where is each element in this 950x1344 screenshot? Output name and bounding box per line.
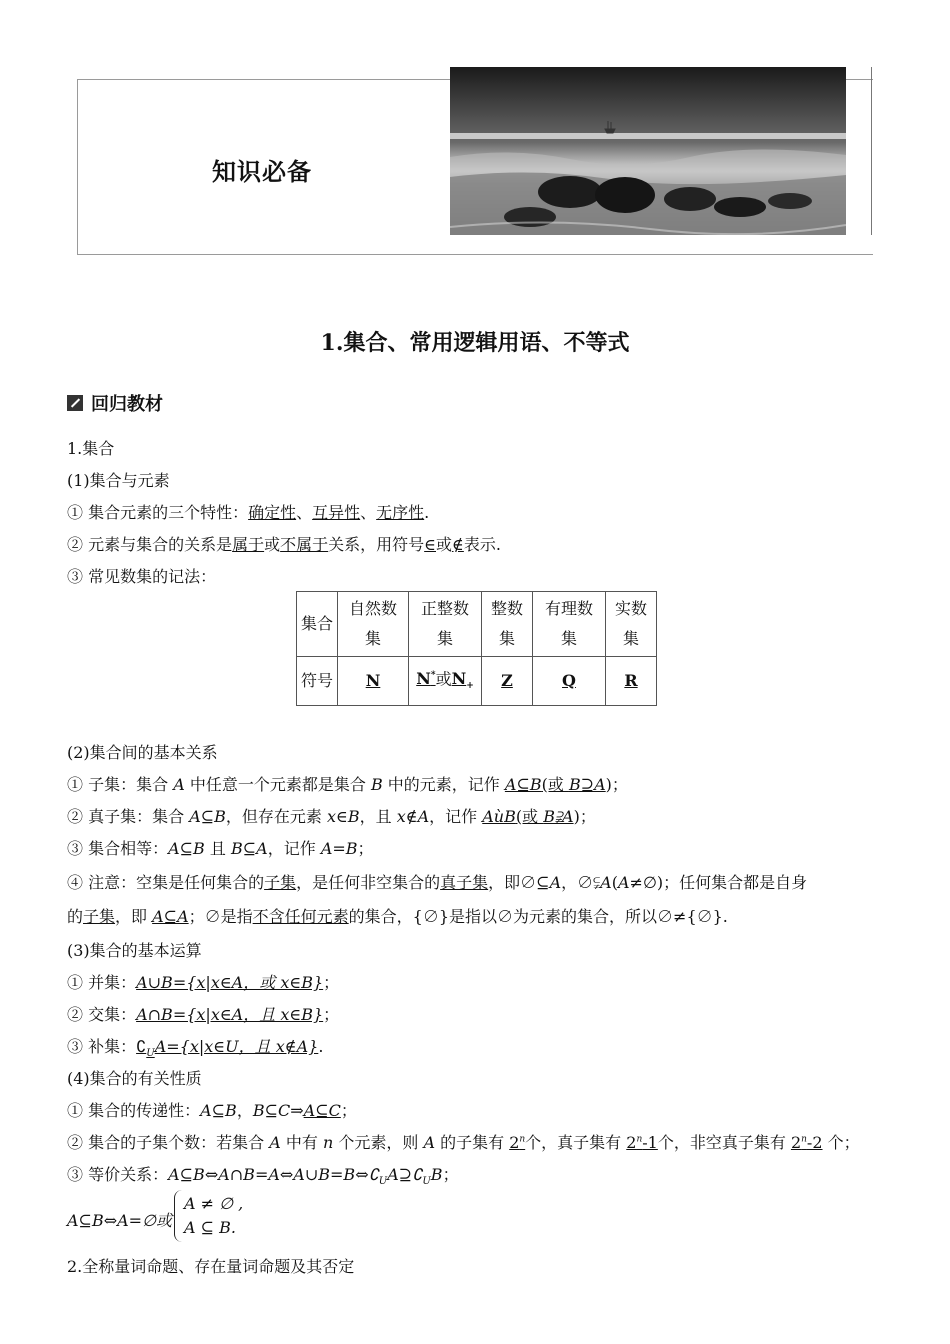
table-cell: 有理数集 [533, 592, 606, 657]
table-cell: 符号 [297, 657, 338, 706]
text-line: ② 交集：A∩B={x|x∈A，且 x∈B}； [67, 1005, 340, 1024]
text-line: (2)集合间的基本关系 [67, 743, 218, 762]
page-title: 1.集合、常用逻辑用语、不等式 [320, 330, 630, 356]
text-line: (4)集合的有关性质 [67, 1069, 202, 1088]
table-cell: 集合 [297, 592, 338, 657]
text-line: ① 集合元素的三个特性：确定性、互异性、无序性. [67, 503, 430, 522]
table-cell: 实数集 [606, 592, 657, 657]
banner-title: 知识必备 [212, 158, 312, 186]
text-line: ① 集合的传递性：A⊆B，B⊆C⇒A⊆C； [67, 1101, 357, 1120]
text-line: ② 真子集：集合 A⊆B，但存在元素 x∈B，且 x∉A，记作 AùB(或 B⫌A)； [67, 807, 596, 826]
table-cell: Z [482, 657, 533, 706]
table-cell: 自然数集 [338, 592, 409, 657]
table-cell: N*或$N_+$ [409, 657, 482, 706]
section-heading-label: 回归教材 [91, 394, 163, 415]
text-line: ① 子集：集合 A 中任意一个元素都是集合 B 中的元素，记作 A⊆B(或 B⊇A)； [67, 775, 628, 794]
brace [174, 1190, 183, 1242]
table-cell: R [606, 657, 657, 706]
table-cell: 正整数集 [409, 592, 482, 657]
edit-icon [67, 395, 83, 411]
text-line: ③ 补集：$∁_UA=\{x|x\in U$，且 x∉A}. [67, 1037, 324, 1060]
text-line: 的子集，即 A⊆A；∅是指不含任何元素的集合，{∅}是指以∅为元素的集合，所以∅≠{∅}. [67, 907, 728, 926]
brace-conditions: A ≠ ∅ , A ⊆ B. [184, 1194, 244, 1237]
text-line: 1.集合 [67, 439, 115, 458]
table-cell: 整数集 [482, 592, 533, 657]
text-line: ③ 等价关系：$A⊆B\Leftrightarrow A\cap B=A\Leftrightarrow A\cup B=B\Leftrightarrow∁_UA⊇∁_UB$； [67, 1165, 459, 1188]
text-line: ③ 集合相等：A⊆B 且 B⊆A，记作 A=B； [67, 839, 374, 858]
section-heading [67, 390, 163, 416]
table-row [297, 657, 657, 706]
text-line: ③ 常见数集的记法： [67, 567, 217, 586]
seascape-photo [450, 67, 846, 235]
banner-rule [871, 67, 872, 235]
text-line: ② 集合的子集个数：若集合 A 中有 n 个元素，则 A 的子集有 2$^n$个，真子集有 2$^n$-1个，非空真子集有 2$^n$-2 个； [67, 1133, 860, 1152]
text-line: ④ 注意：空集是任何集合的子集，是任何非空集合的真子集，即∅⊆A，∅⫋A(A≠∅)；任何集合都是自身 [67, 873, 808, 892]
table-cell: N [338, 657, 409, 706]
text-line: (1)集合与元素 [67, 471, 170, 490]
text-line: (3)集合的基本运算 [67, 941, 202, 960]
text-line: A⊆B⇔A=∅或 [67, 1211, 173, 1230]
text-line: ① 并集：A∪B={x|x∈A，或 x∈B}； [67, 973, 340, 992]
table-cell: Q [533, 657, 606, 706]
number-set-table [296, 591, 657, 706]
text-line: 2.全称量词命题、存在量词命题及其否定 [67, 1257, 355, 1276]
text-line: ② 元素与集合的关系是属于或不属于关系，用符号∈或∉表示. [67, 535, 501, 554]
table-row [297, 592, 657, 657]
